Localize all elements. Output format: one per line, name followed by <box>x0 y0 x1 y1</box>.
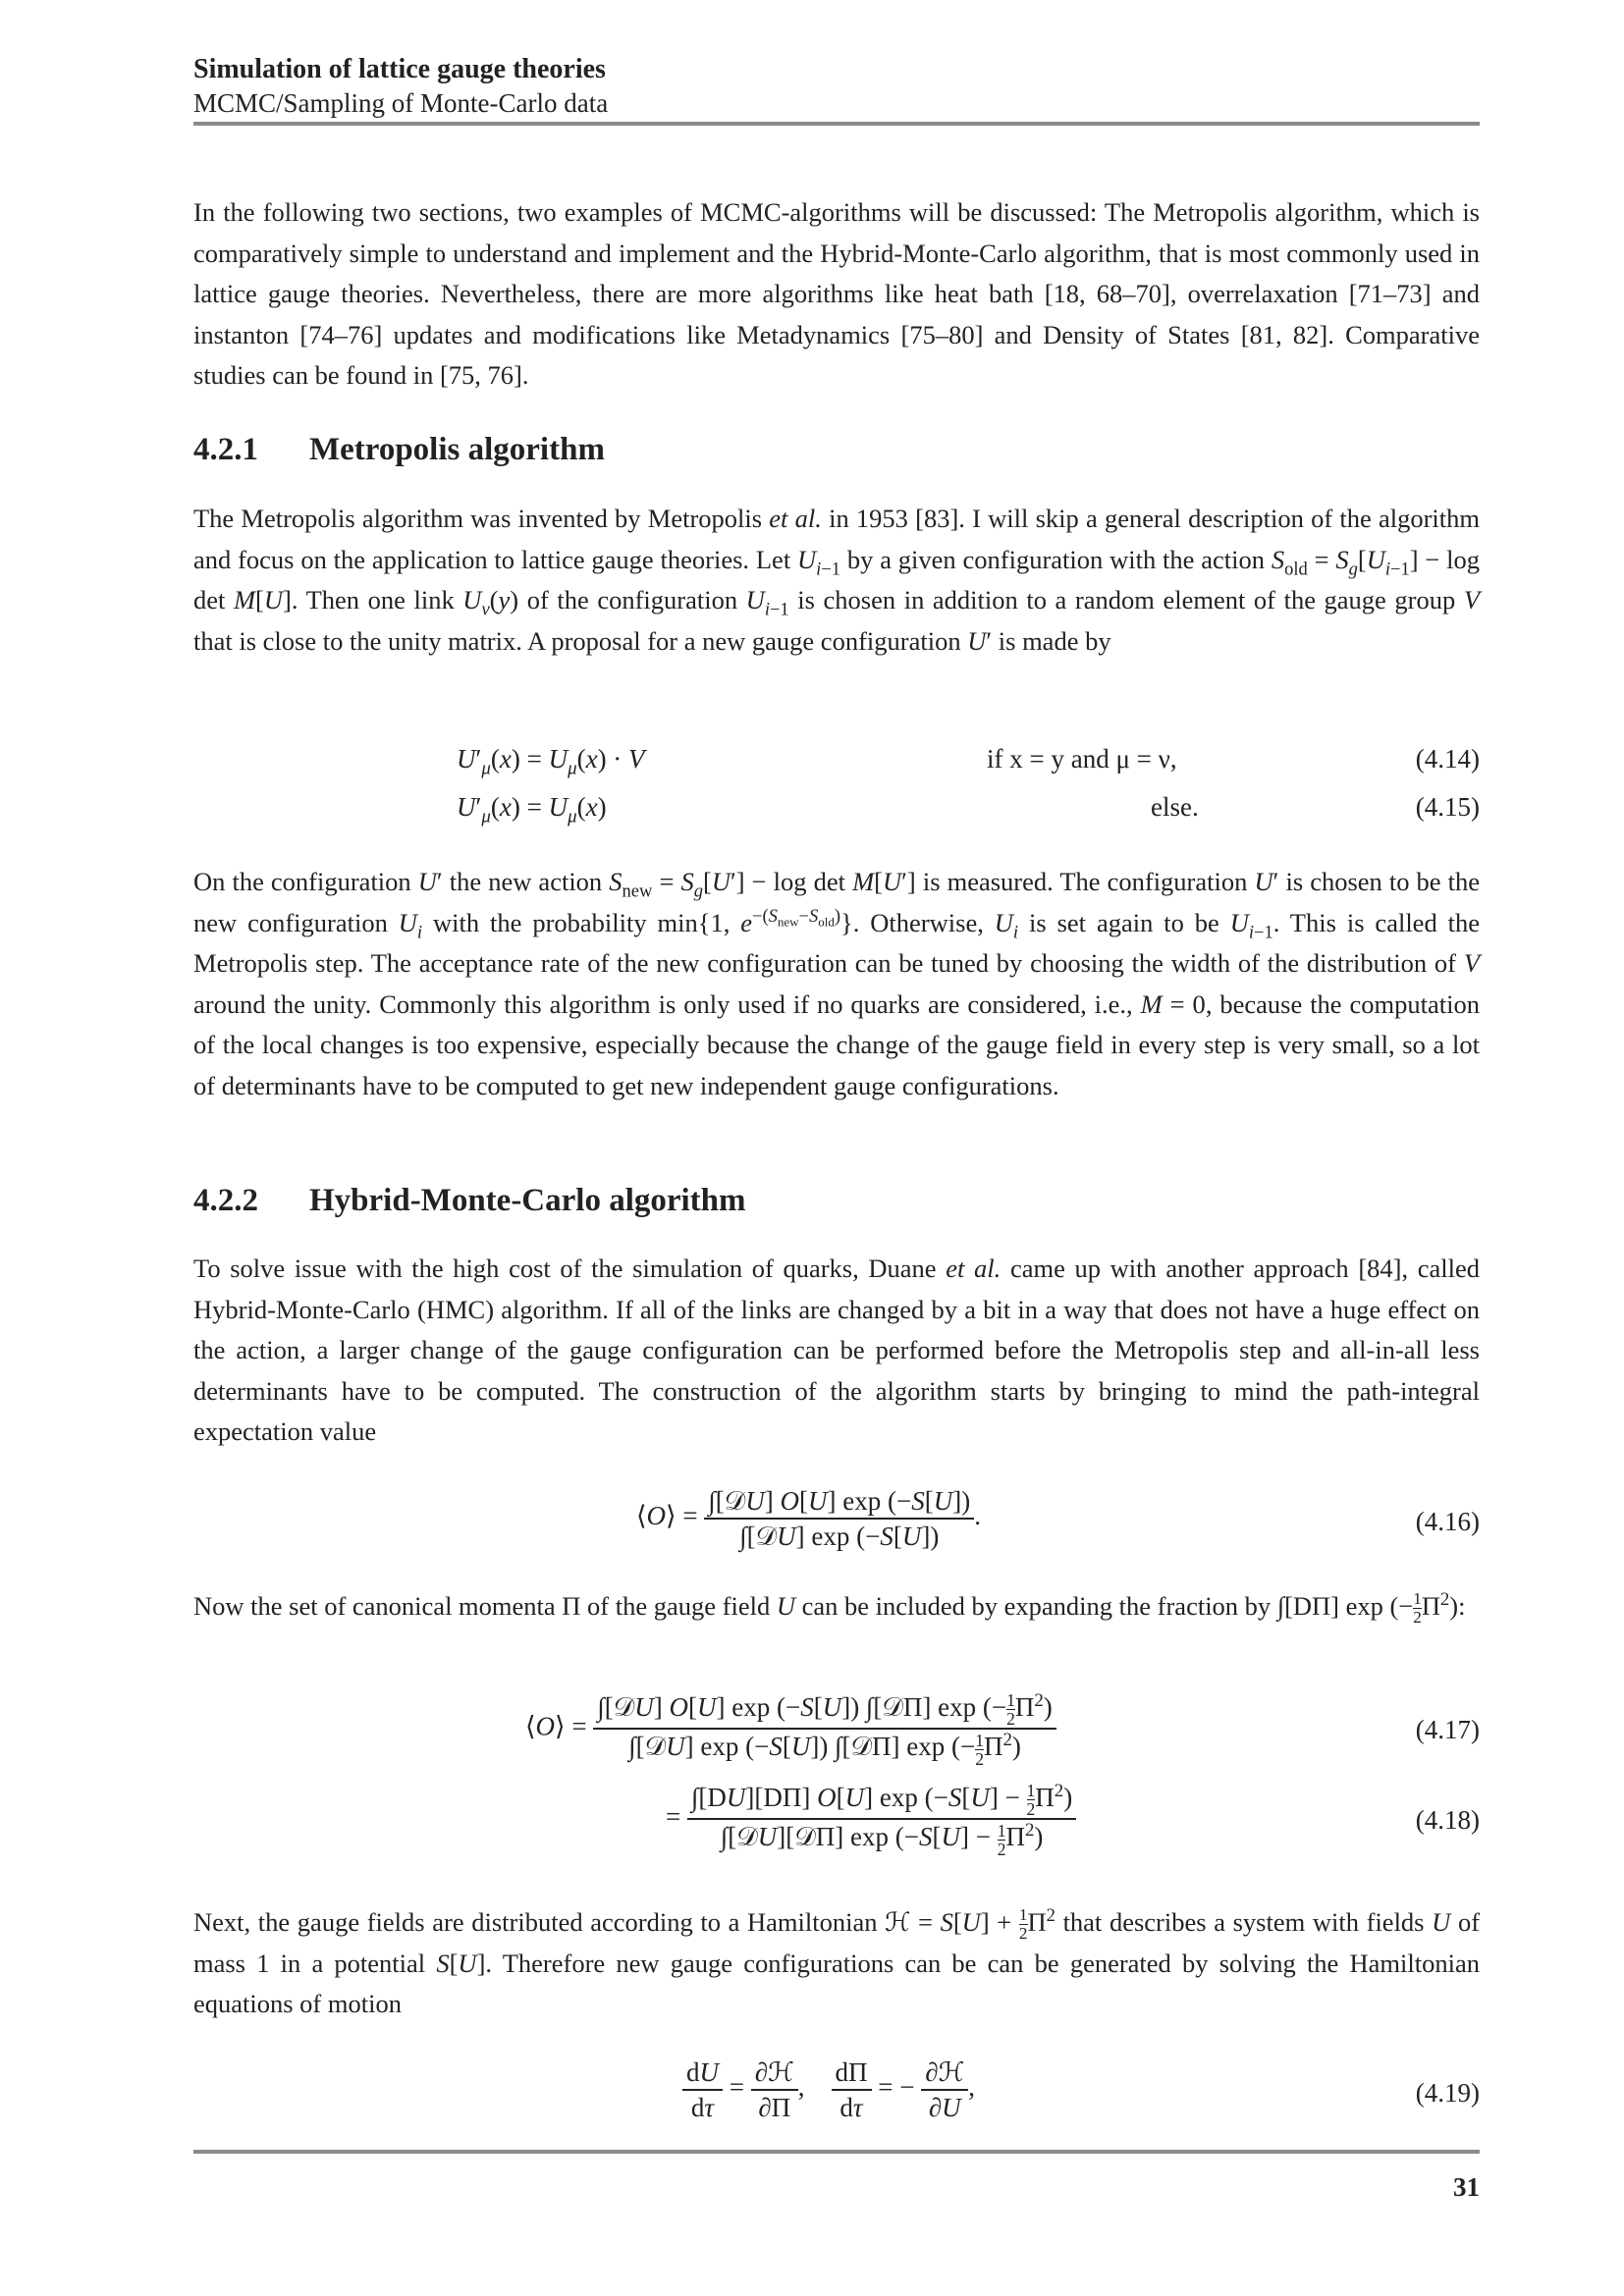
equation-4-14: $U'_\mu(x) = U_\mu(x) \cdot V$ <box>457 744 645 779</box>
hmc-paragraph-1: To solve issue with the high cost of the simulation of quarks, Duane et al. came up with another approach [84], called Hybrid-Monte-Carlo (HMC) algorithm. If all of the links are changed by a bit in a way that does not have a huge effect on the action, a larger change of the gauge configuration can be performed before the Metropolis step and all-in-all less determinants have to be computed. The construction of the algorithm starts by bringing to mind the path-integral expectation value <box>193 1254 1481 1447</box>
equation-4-15: $U'_\mu(x) = U_\mu(x)$ <box>457 792 607 828</box>
intro-paragraph: In the following two sections, two examples of MCMC-algorithms will be discussed: The Metropolis algorithm, which is comparatively simple to understand and implement and the Hybrid-Monte-Carlo algorithm, that is most commonly used in lattice gauge theories. Nevertheless, there are more algorithms like heat bath [18, 68–70], overrelaxation [71–73] and instanton [74–76] updates and modifications like Metadynamics [75–80] and Density of States [81, 82]. Comparative studies can be found in [75, 76]. <box>193 197 1480 391</box>
equation-4-17: ⟨O⟩ = ∫[𝒟U] O[U] exp (−S[U]) ∫[𝒟Π] exp (− $\frac{1}{2}$ $\Pi^2$) ∫[𝒟U] exp (−S[U]) ∫[𝒟Π] exp (− $\frac{1}{2}$ $\Pi^2$) <box>525 1690 1056 1768</box>
equation-4-14-condition: if x = y and μ = ν, <box>987 744 1177 774</box>
section-heading-metropolis: 4.2.1 Metropolis algorithm <box>193 432 605 467</box>
footer-rule <box>193 2150 1480 2154</box>
section-heading-hmc: 4.2.2 Hybrid-Monte-Carlo algorithm <box>193 1183 746 1218</box>
header-title: Simulation of lattice gauge theories <box>193 54 606 84</box>
hmc-paragraph-2: Now the set of canonical momenta Π of the gauge field U can be included by expanding the fraction by ∫[DΠ] exp (− $\frac{1}{2}$ $\Pi^2$): <box>193 1589 1466 1628</box>
metropolis-paragraph-2: On the configuration U′ the new action $S_{new} = S_g[U'] - \log \det M[U']$ is measured. The configuration U′ is chosen to be the new configuration $U_i$ with the probability min{1, $e^{-(S_{new}-S_{old})}$}. Otherwise, $U_i$ is set again to be $U_{i-1}$. This is called the Metropolis step. The acceptance rate of the new configuration can be tuned by choosing the width of the distribution of V around the unity. Commonly this algorithm is only used if no quarks are considered, i.e., M = 0, because the computation of the local changes is too expensive, especially because the change of the gauge field in every step is very small, so a lot of determinants have to be computed to get new independent gauge configurations. <box>193 867 1481 1100</box>
equation-number: (4.15) <box>1415 792 1480 822</box>
equation-number: (4.18) <box>1415 1805 1480 1835</box>
page-number: 31 <box>1453 2172 1480 2202</box>
equation-number: (4.16) <box>1415 1507 1480 1536</box>
equation-number: (4.19) <box>1415 2078 1480 2108</box>
equation-4-18: = ∫[DU][DΠ] O[U] exp (−S[U] − $\frac{1}{2}$ $\Pi^2$) ∫[𝒟U][𝒟Π] exp (−S[U] − $\frac{1}{2}$ $\Pi^2$) <box>666 1781 1076 1858</box>
header-rule <box>193 122 1480 126</box>
equation-4-19: $\frac{dU}{d\tau}$ = $\frac{\text{∂ℋ}}{\partial\Pi}$ , $\frac{d\Pi}{d\tau}$ = − $\frac{\text{∂ℋ}}{\partial U}$ , <box>682 2056 975 2124</box>
running-header <box>193 53 1480 120</box>
hmc-paragraph-3: Next, the gauge fields are distributed according to a Hamiltonian ℋ = S[U] + $\frac{1}{2}$ $\Pi^2$ that describes a system with fields U of mass 1 in a potential S[U]. Therefore new gauge configurations can be can be generated by solving the Hamiltonian equations of motion <box>193 1905 1481 2019</box>
equation-number: (4.14) <box>1415 744 1480 774</box>
equation-4-16: ⟨O⟩ = $\frac{\text{∫[𝒟U] O[U] exp (−S[U])}}{\text{∫[𝒟U] exp (−S[U])}}$ . <box>636 1486 981 1551</box>
metropolis-paragraph-1: The Metropolis algorithm was invented by Metropolis et al. in 1953 [83]. I will skip a general description of the algorithm and focus on the application to lattice gauge theories. Let $U_{i-1}$ by a given configuration with the action $S_{old} = S_g[U_{i-1}] - \log \det M[U]$. Then one link $U_\nu(y)$ of the configuration $U_{i-1}$ is chosen in addition to a random element of the gauge group V that is close to the unity matrix. A proposal for a new gauge configuration U′ is made by <box>193 504 1481 656</box>
header-subtitle: MCMC/Sampling of Monte-Carlo data <box>193 88 609 118</box>
equation-4-15-condition: else. <box>1151 792 1199 822</box>
equation-number: (4.17) <box>1415 1715 1480 1744</box>
